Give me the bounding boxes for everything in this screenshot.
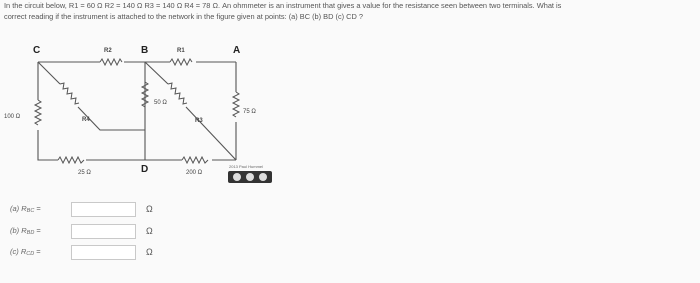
- resistor-r4: [60, 83, 79, 104]
- license-text: 2013 Paul Hummel: [229, 164, 264, 169]
- ohm-unit-bc: Ω: [146, 204, 153, 214]
- by-icon: [246, 173, 254, 181]
- question-line-2: correct reading if the instrument is attached to the network in the figure given at points: (a) BC (b) BD (c) CD ?: [4, 11, 364, 21]
- question-line-1: In the circuit below, R1 = 60 Ω R2 = 140 Ω R3 = 140 Ω R4 = 78 Ω. An ohmmeter is an instrument that gives a value for the resistance seen between two terminals. What is: [4, 1, 562, 10]
- r2-label: R2: [104, 48, 112, 54]
- answer-label-cd: (c) RCD =: [10, 247, 41, 257]
- left-resistor-value: 100 Ω: [4, 114, 21, 120]
- answer-row-bc: [10, 200, 153, 218]
- circuit-wires: [38, 62, 236, 160]
- resistor-bottom-right: [182, 157, 208, 163]
- right-resistor-value: 75 Ω: [243, 109, 256, 115]
- answer-input-cd[interactable]: [71, 245, 136, 260]
- node-c-label: C: [33, 45, 41, 56]
- ohm-unit-bd: Ω: [146, 226, 153, 236]
- ohm-unit-cd: Ω: [146, 247, 153, 257]
- bottom-right-resistor-value: 200 Ω: [186, 170, 203, 176]
- bottom-left-resistor-value: 25 Ω: [78, 170, 91, 176]
- r3-label: R3: [195, 118, 203, 124]
- cc-icon: [233, 173, 241, 181]
- bd-resistor-value: 50 Ω: [154, 100, 167, 106]
- resistor-left: [35, 100, 41, 125]
- r1-label: R1: [177, 48, 185, 54]
- resistor-r1: [170, 59, 192, 65]
- r4-label: R4: [82, 117, 90, 123]
- answer-row-cd: [10, 243, 153, 261]
- sa-icon: [259, 173, 267, 181]
- node-b-label: B: [141, 45, 149, 56]
- answer-label-bd: (b) RBD =: [10, 226, 41, 236]
- resistor-r3: [168, 83, 187, 104]
- resistor-right: [233, 92, 239, 117]
- answer-row-bd: [10, 222, 153, 240]
- resistor-r2: [100, 59, 122, 65]
- answer-label-bc: (a) RBC =: [10, 204, 41, 214]
- resistor-bottom-left: [58, 157, 84, 163]
- node-d-label: D: [141, 164, 149, 175]
- node-a-label: A: [233, 45, 241, 56]
- creative-commons-badge: [228, 171, 272, 183]
- answer-input-bd[interactable]: [71, 224, 136, 239]
- answer-input-bc[interactable]: [71, 202, 136, 217]
